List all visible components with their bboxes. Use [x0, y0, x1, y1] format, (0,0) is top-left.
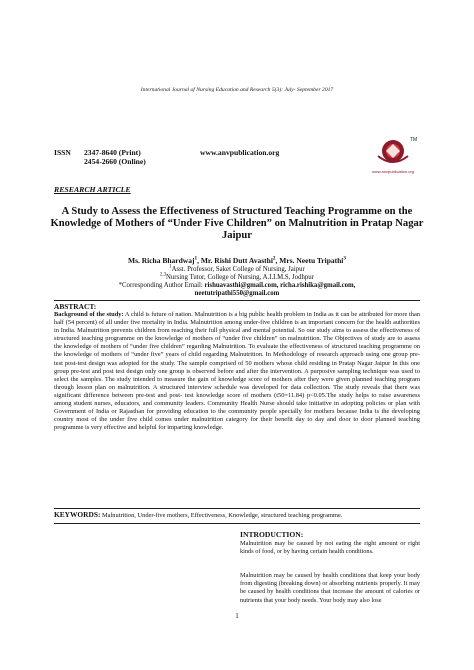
- affiliation-1: $^1$Asst. Professor, Saket College of Nursing, Jaipur: [169, 264, 305, 273]
- author-name: Mr. Rishi Dutt Avasthi: [200, 256, 273, 265]
- article-type: RESEARCH ARTICLE: [54, 185, 131, 194]
- abstract-bg-label: Background of the study:: [54, 311, 124, 318]
- page-number: 1: [235, 612, 239, 620]
- author-sup: 2: [272, 255, 276, 262]
- keywords-label: KEYWORDS:: [54, 510, 101, 519]
- issn-label: ISSN: [54, 148, 71, 157]
- keywords-top-rule: [54, 508, 420, 509]
- abstract-top-rule: [54, 300, 420, 301]
- paper-title: A Study to Assess the Effectiveness of Structured Teaching Programme on the Knowledge of Mothers of “Under Five Children” on Malnutrition in Pratap Nagar Jaipur: [50, 206, 424, 241]
- logo-url: www.anvpublication.org: [371, 169, 415, 174]
- author-sep: ,: [275, 256, 280, 265]
- corresponding-emails[interactable]: rishuavasthi@gmail.com, richa.rishika@gmail.com,: [204, 282, 356, 289]
- introduction-paragraph-1: Malnutrition may be caused by not eating the right amount or right kinds of food, or by having certain health conditions.: [240, 540, 420, 556]
- corresponding-email-2[interactable]: neetutripathi550@gmail.com: [194, 290, 280, 297]
- keywords-text: Malnutrition, Under-five mothers, Effectiveness, Knowledge, structured teaching programme.: [100, 512, 343, 519]
- abstract-heading: ABSTRACT:: [54, 302, 97, 311]
- author-sup: 3: [343, 255, 347, 262]
- affiliation-2: $^{2,3}$Nursing Tutor, College of Nursing, A.I.I.M.S, Jodhpur: [160, 272, 314, 281]
- journal-header: International Journal of Nursing Education and Research 5(3): July- September 2017: [140, 87, 334, 93]
- author-name: Mrs. Neetu Tripathi: [279, 256, 344, 265]
- abstract-body: [54, 311, 420, 432]
- publisher-website[interactable]: www.anvpublication.org: [200, 148, 280, 157]
- publisher-logo: [366, 134, 424, 178]
- issn-online: 2454-2660 (Online): [84, 157, 146, 166]
- corresponding-author: *Corresponding Author Email: rishuavasthi@gmail.com, richa.rishika@gmail.com,: [118, 282, 356, 289]
- issn-print: 2347-8640 (Print): [84, 148, 141, 157]
- introduction-paragraph-2: Malnutrition may be caused by health conditions that keep your body from digesting (breaking down) or absorbing nutrients properly. It may be caused by health conditions that increase the amount of calories or nutrients that your body needs. Your body may also lose: [240, 572, 420, 604]
- logo-tm: TM: [410, 137, 418, 143]
- author-sup: 1: [194, 255, 198, 262]
- publisher-logo-icon: [366, 134, 424, 178]
- introduction-heading: INTRODUCTION:: [240, 530, 304, 539]
- abstract-text: A child is future of nation. Malnutrition is a big public health problem in India as it can be attributed for more than half (54 percent) of all under five mortality in India. Malnutrition among under-five children is an important concern for the health authorities in India. Malnutrition prevents children from reaching their full physical and mental potential. So our study aims to assess the effectiveness of structured teaching programme on the knowledge of mothers of “under five children” on malnutrition. The Objectives of study are to assess the knowledge of mothers of “under five children” regarding Malnutrition. To evaluate the effectiveness of structured teaching programme on the knowledge of mothers of “under five” years of child regarding Malnutrition. In Methodology of research approach using one group pre-test post-test design was adopted for the study. The sample comprised of 50 mothers whose child residing in Pratap Nagar Jaipur In this one group pre-test and post test design only one group is observed before and after the intervention. A purposive sampling technique was used to select the samples. The study intended to measure the gain of knowledge score of mothers after they were given planned teaching program through lesson plan on malnutrition. A structured interview schedule was developed for data collection. The study reveals that there was significant difference between pre-test and post- test knowledge score of mothers (t50=11.84) p<0.05.The study helps to raise awareness among student nurses, educators, and community leaders. Community Health Nurse should take initiative in adopting policies or plan with Government of India or Rajasthan for providing education to the community people specially for mothers because India is the developing country most of the under five child comes under malnutrition category for their benefit day to day and door to door planned teaching programme is very effective and helpful for imparting knowledge.: [54, 311, 420, 432]
- author-name: Ms. Richa Bhardwaj: [127, 256, 195, 265]
- author-list: [54, 256, 420, 265]
- corresponding-author-line2: [54, 290, 420, 298]
- keywords-bottom-rule: [54, 523, 420, 524]
- author-sep: ,: [197, 256, 201, 265]
- keywords: [54, 511, 420, 520]
